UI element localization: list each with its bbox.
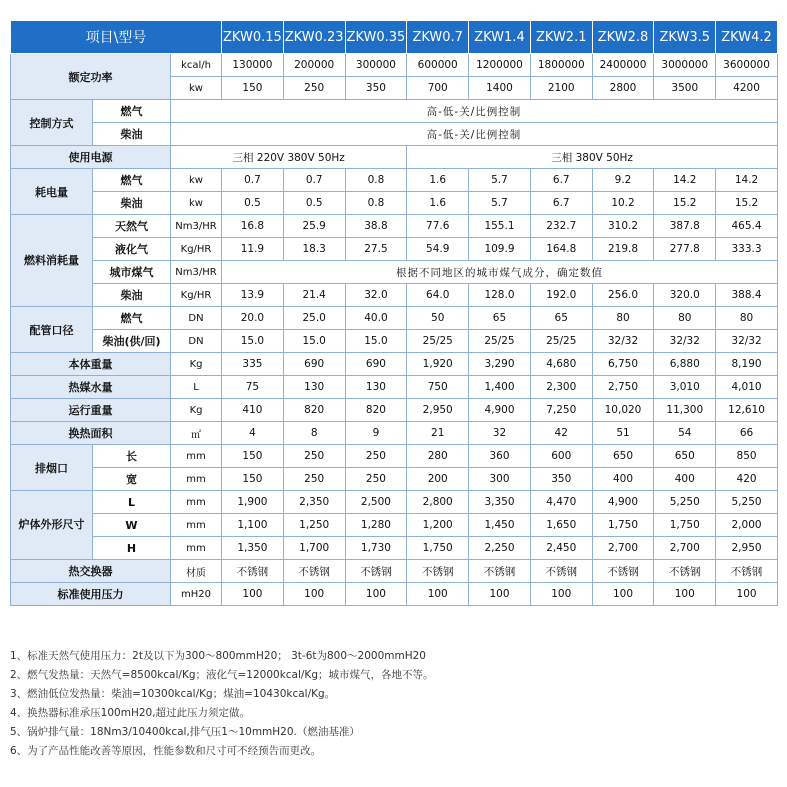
value-cell: 100 <box>592 583 654 606</box>
value-cell: 0.7 <box>283 169 345 192</box>
value-cell: 3,010 <box>654 376 716 399</box>
model-header: ZKW4.2 <box>716 21 778 54</box>
unit-cell: kcal/h <box>171 54 222 77</box>
row-label: 控制方式 <box>11 100 93 146</box>
value-cell: 不锈钢 <box>530 560 592 583</box>
value-cell: 0.5 <box>283 192 345 215</box>
value-cell: 不锈钢 <box>345 560 407 583</box>
row-label: 燃料消耗量 <box>11 215 93 307</box>
value-cell: 32/32 <box>654 330 716 353</box>
value-cell: 232.7 <box>530 215 592 238</box>
value-cell: 150 <box>222 445 284 468</box>
value-cell: 280 <box>407 445 469 468</box>
corner-header: 项目\型号 <box>11 21 222 54</box>
value-cell: 2,350 <box>283 491 345 514</box>
value-cell: 3500 <box>654 77 716 100</box>
value-cell: 16.8 <box>222 215 284 238</box>
value-cell: 不锈钢 <box>716 560 778 583</box>
row-label: 运行重量 <box>11 399 171 422</box>
value-cell: 1,450 <box>469 514 531 537</box>
value-cell: 40.0 <box>345 307 407 330</box>
value-cell: 1,750 <box>654 514 716 537</box>
value-cell: 不锈钢 <box>654 560 716 583</box>
value-cell: 219.8 <box>592 238 654 261</box>
sub-label: 天然气 <box>93 215 171 238</box>
value-cell: 1,750 <box>592 514 654 537</box>
unit-cell: Kg/HR <box>171 284 222 307</box>
value-cell: 1400 <box>469 77 531 100</box>
value-cell: 2,500 <box>345 491 407 514</box>
model-header: ZKW1.4 <box>469 21 531 54</box>
table-row <box>11 215 778 238</box>
value-cell: 100 <box>222 583 284 606</box>
value-cell: 14.2 <box>654 169 716 192</box>
value-cell: 15.2 <box>716 192 778 215</box>
value-cell: 不锈钢 <box>592 560 654 583</box>
value-cell: 2,450 <box>530 537 592 560</box>
value-cell: 164.8 <box>530 238 592 261</box>
unit-cell: kw <box>171 192 222 215</box>
value-cell: 4,900 <box>592 491 654 514</box>
value-cell: 6.7 <box>530 169 592 192</box>
footnote: 5、锅炉排气量：18Nm3/10400kcal,排气压1～10mmH20.（燃油基准） <box>10 726 360 738</box>
value-cell: 2,950 <box>407 399 469 422</box>
value-cell: 100 <box>407 583 469 606</box>
value-cell: 1200000 <box>469 54 531 77</box>
value-cell: 6,750 <box>592 353 654 376</box>
value-cell: 80 <box>654 307 716 330</box>
value-cell: 150 <box>222 77 284 100</box>
model-header: ZKW0.23 <box>283 21 345 54</box>
value-cell: 77.6 <box>407 215 469 238</box>
value-cell: 2800 <box>592 77 654 100</box>
table-row <box>11 491 778 514</box>
value-cell: 20.0 <box>222 307 284 330</box>
value-cell: 25/25 <box>407 330 469 353</box>
value-cell: 333.3 <box>716 238 778 261</box>
value-cell: 600 <box>530 445 592 468</box>
value-cell: 1,100 <box>222 514 284 537</box>
value-cell: 9.2 <box>592 169 654 192</box>
value-cell: 4 <box>222 422 284 445</box>
value-cell: 2,250 <box>469 537 531 560</box>
value-cell: 4,900 <box>469 399 531 422</box>
value-cell: 200000 <box>283 54 345 77</box>
value-cell: 320.0 <box>654 284 716 307</box>
unit-cell: mH20 <box>171 583 222 606</box>
value-cell: 1,750 <box>407 537 469 560</box>
value-cell: 38.8 <box>345 215 407 238</box>
model-header: ZKW2.8 <box>592 21 654 54</box>
sub-label: 液化气 <box>93 238 171 261</box>
value-cell: 54.9 <box>407 238 469 261</box>
row-label: 配管口径 <box>11 307 93 353</box>
value-cell: 150 <box>222 468 284 491</box>
value-cell: 10,020 <box>592 399 654 422</box>
sub-label: 柴油(供/回) <box>93 330 171 353</box>
value-cell: 2,950 <box>716 537 778 560</box>
table-row <box>11 169 778 192</box>
value-cell: 690 <box>283 353 345 376</box>
value-cell: 1,650 <box>530 514 592 537</box>
value-cell: 25.9 <box>283 215 345 238</box>
value-cell: 3,350 <box>469 491 531 514</box>
value-cell: 15.0 <box>345 330 407 353</box>
value-cell: 1.6 <box>407 192 469 215</box>
row-label: 耗电量 <box>11 169 93 215</box>
value-cell: 1,400 <box>469 376 531 399</box>
table-row <box>11 468 778 491</box>
value-cell: 850 <box>716 445 778 468</box>
table-row <box>11 284 778 307</box>
value-cell: 310.2 <box>592 215 654 238</box>
value-cell: 25.0 <box>283 307 345 330</box>
sub-label: 长 <box>93 445 171 468</box>
table-row <box>11 261 778 284</box>
value-cell: 14.2 <box>716 169 778 192</box>
value-cell: 13.9 <box>222 284 284 307</box>
value-cell: 400 <box>592 468 654 491</box>
value-cell: 130 <box>283 376 345 399</box>
value-cell: 不锈钢 <box>222 560 284 583</box>
value-cell: 6.7 <box>530 192 592 215</box>
unit-cell: Kg <box>171 353 222 376</box>
value-cell: 不锈钢 <box>283 560 345 583</box>
sub-label: 柴油 <box>93 192 171 215</box>
unit-cell: mm <box>171 537 222 560</box>
value-cell: 410 <box>222 399 284 422</box>
table-row <box>11 146 778 169</box>
value-cell: 1.6 <box>407 169 469 192</box>
value-cell: 465.4 <box>716 215 778 238</box>
value-cell: 277.8 <box>654 238 716 261</box>
value-cell: 65 <box>469 307 531 330</box>
model-header: ZKW0.15 <box>222 21 284 54</box>
sub-label: 宽 <box>93 468 171 491</box>
value-cell: 1,280 <box>345 514 407 537</box>
value-cell: 5,250 <box>654 491 716 514</box>
value-cell: 32 <box>469 422 531 445</box>
value-cell: 32/32 <box>716 330 778 353</box>
unit-cell: kw <box>171 77 222 100</box>
sub-label: W <box>93 514 171 537</box>
value-cell: 100 <box>283 583 345 606</box>
table-row <box>11 330 778 353</box>
table-row <box>11 514 778 537</box>
value-cell: 100 <box>345 583 407 606</box>
value-cell: 1,900 <box>222 491 284 514</box>
row-label: 换热面积 <box>11 422 171 445</box>
value-cell: 100 <box>716 583 778 606</box>
value-cell: 109.9 <box>469 238 531 261</box>
value-cell: 3600000 <box>716 54 778 77</box>
value-cell: 51 <box>592 422 654 445</box>
value-cell: 66 <box>716 422 778 445</box>
sub-label: L <box>93 491 171 514</box>
unit-cell: DN <box>171 330 222 353</box>
unit-cell: mm <box>171 468 222 491</box>
value-cell: 75 <box>222 376 284 399</box>
table-row <box>11 54 778 77</box>
unit-cell: mm <box>171 514 222 537</box>
value-cell: 360 <box>469 445 531 468</box>
model-header: ZKW0.35 <box>345 21 407 54</box>
value-cell: 1,730 <box>345 537 407 560</box>
unit-cell: Kg/HR <box>171 238 222 261</box>
value-cell: 2,750 <box>592 376 654 399</box>
value-cell: 11,300 <box>654 399 716 422</box>
value-cell: 2,800 <box>407 491 469 514</box>
footnotes <box>10 647 777 761</box>
value-cell: 15.0 <box>222 330 284 353</box>
value-cell: 600000 <box>407 54 469 77</box>
spec-table <box>10 20 778 606</box>
model-header: ZKW3.5 <box>654 21 716 54</box>
value-cell: 8,190 <box>716 353 778 376</box>
value-cell: 25/25 <box>530 330 592 353</box>
value-cell: 5,250 <box>716 491 778 514</box>
value-cell: 388.4 <box>716 284 778 307</box>
sub-label: 柴油 <box>93 123 171 146</box>
value-cell: 5.7 <box>469 169 531 192</box>
value-cell: 0.8 <box>345 192 407 215</box>
value-cell: 250 <box>283 77 345 100</box>
value-cell: 54 <box>654 422 716 445</box>
value-cell: 25/25 <box>469 330 531 353</box>
unit-cell: ㎡ <box>171 422 222 445</box>
value-cell: 0.8 <box>345 169 407 192</box>
footnote: 4、换热器标准承压100mH20,超过此压力须定做。 <box>10 707 251 719</box>
value-cell: 1,200 <box>407 514 469 537</box>
footnote: 2、燃气发热量：天然气=8500kcal/Kg；液化气=12000kcal/Kg；城市煤气，各地不等。 <box>10 669 434 681</box>
value-cell: 350 <box>530 468 592 491</box>
value-cell: 4,470 <box>530 491 592 514</box>
value-cell: 650 <box>592 445 654 468</box>
merged-value-cell: 高-低-关/比例控制 <box>171 100 778 123</box>
value-cell: 100 <box>469 583 531 606</box>
value-cell: 700 <box>407 77 469 100</box>
value-cell: 4,010 <box>716 376 778 399</box>
value-cell: 80 <box>716 307 778 330</box>
value-cell: 0.7 <box>222 169 284 192</box>
value-cell: 400 <box>654 468 716 491</box>
unit-cell: kw <box>171 169 222 192</box>
value-cell: 21.4 <box>283 284 345 307</box>
value-cell: 200 <box>407 468 469 491</box>
value-cell: 820 <box>345 399 407 422</box>
table-row <box>11 192 778 215</box>
value-cell: 250 <box>345 445 407 468</box>
footnote: 6、为了产品性能改善等原因，性能参数和尺寸可不经预告而更改。 <box>10 745 322 757</box>
value-cell: 不锈钢 <box>469 560 531 583</box>
value-cell: 65 <box>530 307 592 330</box>
sub-label: 城市煤气 <box>93 261 171 284</box>
value-cell: 1800000 <box>530 54 592 77</box>
value-cell: 4,680 <box>530 353 592 376</box>
value-cell: 6,880 <box>654 353 716 376</box>
value-cell: 420 <box>716 468 778 491</box>
value-cell: 1,350 <box>222 537 284 560</box>
footnote: 1、标准天然气使用压力：2t及以下为300～800mmH20； 3t-6t为800～2000mmH20 <box>10 650 426 662</box>
table-row <box>11 353 778 376</box>
merged-value-cell: 根据不同地区的城市煤气成分，确定数值 <box>222 261 778 284</box>
header-row <box>11 21 778 54</box>
value-cell: 12,610 <box>716 399 778 422</box>
value-cell: 250 <box>283 445 345 468</box>
value-cell: 2100 <box>530 77 592 100</box>
value-cell: 3000000 <box>654 54 716 77</box>
value-cell: 387.8 <box>654 215 716 238</box>
value-cell: 820 <box>283 399 345 422</box>
value-cell: 42 <box>530 422 592 445</box>
value-cell: 15.2 <box>654 192 716 215</box>
row-label: 热媒水量 <box>11 376 171 399</box>
table-row <box>11 445 778 468</box>
value-cell: 7,250 <box>530 399 592 422</box>
value-cell: 100 <box>530 583 592 606</box>
value-cell: 11.9 <box>222 238 284 261</box>
table-row <box>11 537 778 560</box>
table-row <box>11 376 778 399</box>
value-cell: 350 <box>345 77 407 100</box>
value-cell: 650 <box>654 445 716 468</box>
value-cell: 32.0 <box>345 284 407 307</box>
value-cell: 300000 <box>345 54 407 77</box>
row-label: 炉体外形尺寸 <box>11 491 93 560</box>
sub-label: 燃气 <box>93 100 171 123</box>
merged-value-cell: 三相 220V 380V 50Hz <box>171 146 407 169</box>
value-cell: 130 <box>345 376 407 399</box>
value-cell: 1,700 <box>283 537 345 560</box>
value-cell: 18.3 <box>283 238 345 261</box>
value-cell: 2,700 <box>654 537 716 560</box>
unit-cell: Nm3/HR <box>171 215 222 238</box>
sub-label: 燃气 <box>93 307 171 330</box>
value-cell: 10.2 <box>592 192 654 215</box>
sub-label: H <box>93 537 171 560</box>
value-cell: 750 <box>407 376 469 399</box>
value-cell: 2,000 <box>716 514 778 537</box>
value-cell: 155.1 <box>469 215 531 238</box>
merged-value-cell: 三相 380V 50Hz <box>407 146 778 169</box>
merged-value-cell: 高-低-关/比例控制 <box>171 123 778 146</box>
value-cell: 50 <box>407 307 469 330</box>
value-cell: 21 <box>407 422 469 445</box>
table-row <box>11 100 778 123</box>
row-label: 本体重量 <box>11 353 171 376</box>
value-cell: 256.0 <box>592 284 654 307</box>
sub-label: 燃气 <box>93 169 171 192</box>
value-cell: 690 <box>345 353 407 376</box>
row-label: 排烟口 <box>11 445 93 491</box>
row-label: 使用电源 <box>11 146 171 169</box>
value-cell: 9 <box>345 422 407 445</box>
value-cell: 8 <box>283 422 345 445</box>
value-cell: 5.7 <box>469 192 531 215</box>
unit-cell: DN <box>171 307 222 330</box>
model-header: ZKW0.7 <box>407 21 469 54</box>
value-cell: 300 <box>469 468 531 491</box>
unit-cell: Nm3/HR <box>171 261 222 284</box>
row-label: 热交换器 <box>11 560 171 583</box>
value-cell: 4200 <box>716 77 778 100</box>
table-row <box>11 399 778 422</box>
table-row <box>11 422 778 445</box>
value-cell: 1,250 <box>283 514 345 537</box>
unit-cell: Kg <box>171 399 222 422</box>
value-cell: 80 <box>592 307 654 330</box>
table-row <box>11 307 778 330</box>
unit-cell: mm <box>171 491 222 514</box>
row-label: 额定功率 <box>11 54 171 100</box>
unit-cell: L <box>171 376 222 399</box>
value-cell: 3,290 <box>469 353 531 376</box>
value-cell: 不锈钢 <box>407 560 469 583</box>
value-cell: 192.0 <box>530 284 592 307</box>
table-row <box>11 123 778 146</box>
unit-cell: 材质 <box>171 560 222 583</box>
value-cell: 250 <box>283 468 345 491</box>
value-cell: 128.0 <box>469 284 531 307</box>
value-cell: 130000 <box>222 54 284 77</box>
value-cell: 64.0 <box>407 284 469 307</box>
value-cell: 2,700 <box>592 537 654 560</box>
value-cell: 32/32 <box>592 330 654 353</box>
value-cell: 2,300 <box>530 376 592 399</box>
value-cell: 15.0 <box>283 330 345 353</box>
row-label: 标准使用压力 <box>11 583 171 606</box>
table-row <box>11 238 778 261</box>
value-cell: 100 <box>654 583 716 606</box>
sub-label: 柴油 <box>93 284 171 307</box>
value-cell: 1,920 <box>407 353 469 376</box>
footnote: 3、燃油低位发热量：柴油=10300kcal/Kg；煤油=10430kcal/Kg。 <box>10 688 336 700</box>
value-cell: 27.5 <box>345 238 407 261</box>
table-row <box>11 583 778 606</box>
value-cell: 2400000 <box>592 54 654 77</box>
model-header: ZKW2.1 <box>530 21 592 54</box>
value-cell: 335 <box>222 353 284 376</box>
value-cell: 0.5 <box>222 192 284 215</box>
table-row <box>11 560 778 583</box>
value-cell: 250 <box>345 468 407 491</box>
unit-cell: mm <box>171 445 222 468</box>
